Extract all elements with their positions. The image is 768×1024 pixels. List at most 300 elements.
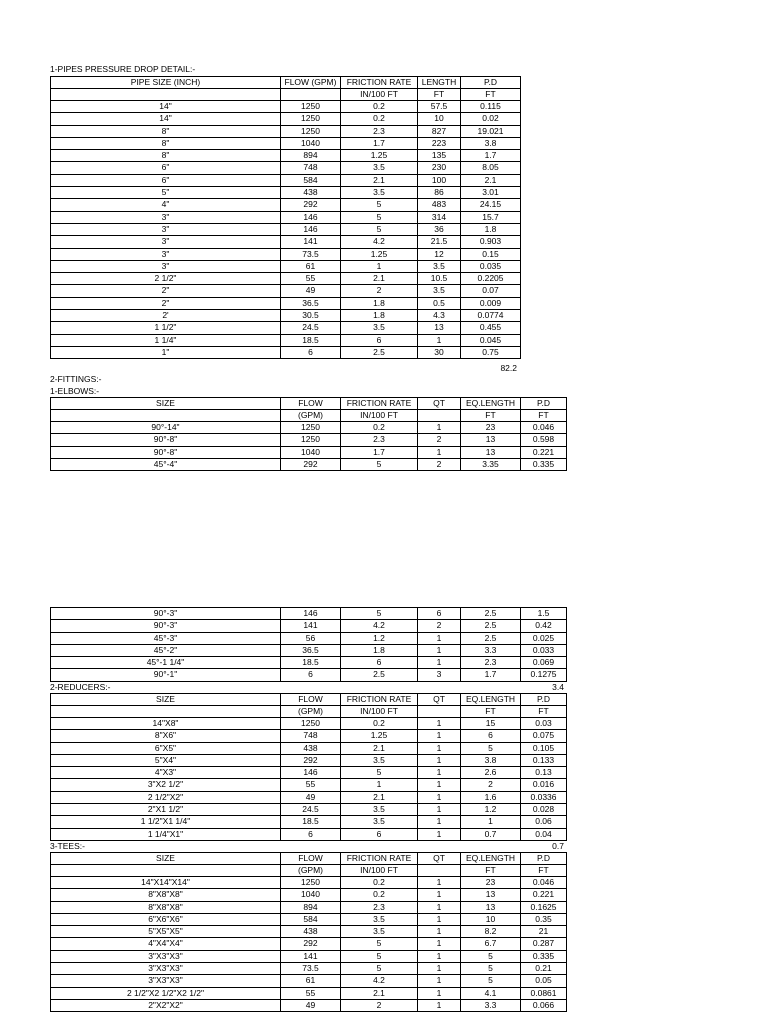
table-cell: 1250 (281, 422, 341, 434)
table-cell: 3.5 (341, 816, 418, 828)
table-cell: 0.5 (418, 297, 461, 309)
table-cell: 292 (281, 458, 341, 470)
table-row (51, 458, 567, 470)
table-cell: 0.028 (521, 804, 567, 816)
tees-table (50, 852, 567, 1012)
table-cell: 1 (418, 901, 461, 913)
table-cell: 0.335 (521, 458, 567, 470)
table-cell: 748 (281, 162, 341, 174)
table-row (51, 938, 567, 950)
table-cell: 483 (418, 199, 461, 211)
table-cell: 0.2205 (461, 273, 521, 285)
table-row (51, 346, 521, 358)
table-cell: 5" (51, 187, 281, 199)
table-cell: 141 (281, 950, 341, 962)
table-row (51, 999, 567, 1011)
table-cell: 6.7 (461, 938, 521, 950)
table-row (51, 754, 567, 766)
table-cell: 90°-14" (51, 422, 281, 434)
table-cell: 2 (418, 620, 461, 632)
table-cell: 5 (341, 963, 418, 975)
table-cell: 2.5 (341, 669, 418, 681)
table-cell: 12 (418, 248, 461, 260)
table-row (51, 632, 567, 644)
reducers-header-row (51, 706, 567, 718)
header-cell: (GPM) (281, 706, 341, 718)
table-cell: 0.0336 (521, 791, 567, 803)
table-cell: 1 1/2"X1 1/4" (51, 816, 281, 828)
table-row (51, 657, 567, 669)
header-cell: EQ.LENGTH (461, 398, 521, 410)
table-cell: 3.3 (461, 999, 521, 1011)
table-cell: 0.1275 (521, 669, 567, 681)
table-cell: 0.0774 (461, 310, 521, 322)
header-cell: QT (418, 398, 461, 410)
elbows-section-title: 1-ELBOWS:- (50, 386, 100, 396)
table-cell: 23 (461, 422, 521, 434)
table-cell: 2 (341, 999, 418, 1011)
table-cell: 3" (51, 211, 281, 223)
table-cell: 0.133 (521, 754, 567, 766)
table-cell: 1.7 (341, 446, 418, 458)
table-cell: 1 1/4" (51, 334, 281, 346)
table-cell: 4.2 (341, 236, 418, 248)
table-cell: 1 (418, 938, 461, 950)
table-cell: 18.5 (281, 816, 341, 828)
table-cell: 0.35 (521, 913, 567, 925)
table-cell: 0.016 (521, 779, 567, 791)
table-cell: 230 (418, 162, 461, 174)
table-row (51, 669, 567, 681)
header-cell: FT (521, 865, 567, 877)
table-cell: 45°-1 1/4" (51, 657, 281, 669)
table-cell: 2.1 (341, 742, 418, 754)
table-cell: 0.42 (521, 620, 567, 632)
header-cell: FLOW (281, 694, 341, 706)
table-cell: 3.5 (341, 804, 418, 816)
table-cell: 0.2 (341, 718, 418, 730)
table-cell: 6" (51, 162, 281, 174)
table-cell: 5"X4" (51, 754, 281, 766)
table-cell: 1 (418, 926, 461, 938)
elbows-header-row (51, 410, 567, 422)
table-row (51, 804, 567, 816)
table-cell: 2.3 (461, 657, 521, 669)
table-cell: 8"X8"X8" (51, 901, 281, 913)
table-cell: 0.2 (341, 877, 418, 889)
table-cell: 14" (51, 113, 281, 125)
table-cell: 73.5 (281, 248, 341, 260)
table-row (51, 779, 567, 791)
table-cell: 1250 (281, 101, 341, 113)
table-cell: 292 (281, 754, 341, 766)
tees-header-row (51, 853, 567, 865)
table-row (51, 150, 521, 162)
table-cell: 0.033 (521, 644, 567, 656)
table-cell: 3" (51, 223, 281, 235)
table-cell: 3.35 (461, 458, 521, 470)
tees-section-title: 3-TEES:- (50, 841, 85, 851)
header-cell: P.D (521, 398, 567, 410)
table-cell: 0.221 (521, 446, 567, 458)
table-cell: 15 (461, 718, 521, 730)
table-cell: 0.105 (521, 742, 567, 754)
header-cell (51, 865, 281, 877)
tees-header-row (51, 865, 567, 877)
table-cell: 3" (51, 236, 281, 248)
table-cell: 2"X2"X2" (51, 999, 281, 1011)
table-cell: 3" (51, 248, 281, 260)
table-cell: 0.009 (461, 297, 521, 309)
header-cell: (GPM) (281, 865, 341, 877)
table-cell: 1 (418, 950, 461, 962)
table-cell: 1.8 (341, 310, 418, 322)
header-cell (51, 89, 281, 101)
table-cell: 2.1 (341, 174, 418, 186)
reducers-section-title: 2-REDUCERS:- (50, 682, 111, 692)
table-cell: 438 (281, 187, 341, 199)
table-cell: 5 (341, 767, 418, 779)
table-cell: 1.7 (461, 669, 521, 681)
table-row (51, 644, 567, 656)
table-cell: 1 (341, 779, 418, 791)
table-row (51, 334, 521, 346)
table-cell: 0.046 (521, 422, 567, 434)
table-cell: 8"X8"X8" (51, 889, 281, 901)
table-cell: 2 (341, 285, 418, 297)
table-cell: 1 (418, 446, 461, 458)
table-cell: 3.01 (461, 187, 521, 199)
table-cell: 1040 (281, 446, 341, 458)
table-cell: 1 (418, 767, 461, 779)
table-cell: 21.5 (418, 236, 461, 248)
table-cell: 0.046 (521, 877, 567, 889)
reducers-table (50, 693, 567, 841)
table-cell: 0.2 (341, 889, 418, 901)
table-cell: 4.1 (461, 987, 521, 999)
table-cell: 1.25 (341, 150, 418, 162)
table-cell: 90°-3" (51, 620, 281, 632)
table-cell: 2.5 (461, 620, 521, 632)
table-row (51, 913, 567, 925)
reducers-total: 0.7 (552, 841, 564, 851)
table-cell: 2"X1 1/2" (51, 804, 281, 816)
table-cell: 1250 (281, 434, 341, 446)
header-cell: FRICTION RATE (341, 398, 418, 410)
table-cell: 141 (281, 236, 341, 248)
table-cell: 2.1 (341, 791, 418, 803)
table-cell: 0.335 (521, 950, 567, 962)
table-cell: 1.7 (461, 150, 521, 162)
table-cell: 57.5 (418, 101, 461, 113)
table-row (51, 125, 521, 137)
table-cell: 6 (341, 828, 418, 840)
header-cell: FRICTION RATE (341, 853, 418, 865)
header-cell: FT (461, 706, 521, 718)
table-cell: 55 (281, 987, 341, 999)
table-cell: 8"X6" (51, 730, 281, 742)
table-cell: 73.5 (281, 963, 341, 975)
table-cell: 6 (281, 669, 341, 681)
table-cell: 30 (418, 346, 461, 358)
table-cell: 8.05 (461, 162, 521, 174)
table-cell: 1 (418, 742, 461, 754)
table-row (51, 791, 567, 803)
header-cell: SIZE (51, 853, 281, 865)
table-cell: 8.2 (461, 926, 521, 938)
table-row (51, 422, 567, 434)
table-cell: 0.05 (521, 975, 567, 987)
table-row (51, 446, 567, 458)
table-cell: 6 (341, 657, 418, 669)
table-cell: 0.7 (461, 828, 521, 840)
table-cell: 1 (461, 816, 521, 828)
table-cell: 0.21 (521, 963, 567, 975)
table-row (51, 199, 521, 211)
table-row (51, 211, 521, 223)
table-cell: 1 1/4"X1" (51, 828, 281, 840)
table-cell: 0.045 (461, 334, 521, 346)
table-cell: 1 (341, 260, 418, 272)
table-cell: 292 (281, 938, 341, 950)
table-cell: 0.02 (461, 113, 521, 125)
table-row (51, 926, 567, 938)
header-cell: LENGTH (418, 77, 461, 89)
header-cell: FT (521, 706, 567, 718)
header-cell: IN/100 FT (341, 410, 418, 422)
table-cell: 2.1 (341, 987, 418, 999)
table-cell: 45°-3" (51, 632, 281, 644)
table-cell: 1 (418, 730, 461, 742)
table-cell: 13 (418, 322, 461, 334)
table-cell: 5 (461, 975, 521, 987)
table-cell: 15.7 (461, 211, 521, 223)
table-cell: 1 (418, 816, 461, 828)
table-cell: 3.8 (461, 754, 521, 766)
table-cell: 23 (461, 877, 521, 889)
header-cell: FRICTION RATE (341, 694, 418, 706)
table-cell: 0.035 (461, 260, 521, 272)
table-cell: 5 (461, 963, 521, 975)
table-cell: 1 (418, 975, 461, 987)
header-cell: IN/100 FT (341, 706, 418, 718)
table-cell: 1.2 (341, 632, 418, 644)
table-cell: 2 (418, 458, 461, 470)
table-cell: 894 (281, 901, 341, 913)
table-row (51, 877, 567, 889)
table-cell: 1.7 (341, 137, 418, 149)
table-cell: 3.5 (341, 162, 418, 174)
table-cell: 13 (461, 901, 521, 913)
table-cell: 2.3 (341, 901, 418, 913)
table-cell: 2" (51, 297, 281, 309)
header-cell: FT (521, 410, 567, 422)
table-cell: 90°-1" (51, 669, 281, 681)
table-cell: 49 (281, 791, 341, 803)
table-row (51, 718, 567, 730)
table-cell: 10 (461, 913, 521, 925)
table-cell: 21 (521, 926, 567, 938)
table-row (51, 187, 521, 199)
table-row (51, 113, 521, 125)
table-cell: 1 (418, 963, 461, 975)
pipes-header-row (51, 77, 521, 89)
table-row (51, 742, 567, 754)
table-cell: 1 (418, 779, 461, 791)
table-cell: 2 1/2"X2 1/2"X2 1/2" (51, 987, 281, 999)
table-cell: 3"X3"X3" (51, 975, 281, 987)
table-cell: 10.5 (418, 273, 461, 285)
table-cell: 45°-2" (51, 644, 281, 656)
table-cell: 61 (281, 260, 341, 272)
table-cell: 1.8 (341, 644, 418, 656)
pipes-table (50, 76, 521, 359)
table-cell: 24.15 (461, 199, 521, 211)
table-cell: 141 (281, 620, 341, 632)
header-cell: FLOW (281, 398, 341, 410)
table-cell: 0.287 (521, 938, 567, 950)
table-row (51, 901, 567, 913)
table-cell: 0.455 (461, 322, 521, 334)
table-cell: 584 (281, 174, 341, 186)
header-cell: P.D (521, 694, 567, 706)
header-cell: SIZE (51, 694, 281, 706)
table-cell: 2.3 (341, 125, 418, 137)
table-cell: 90°-8" (51, 446, 281, 458)
table-cell: 14"X8" (51, 718, 281, 730)
table-row (51, 322, 521, 334)
header-cell: FRICTION RATE (341, 77, 418, 89)
table-cell: 10 (418, 113, 461, 125)
table-row (51, 101, 521, 113)
table-row (51, 260, 521, 272)
table-cell: 2.1 (461, 174, 521, 186)
table-cell: 3.5 (418, 260, 461, 272)
table-cell: 2.3 (341, 434, 418, 446)
table-cell: 3"X3"X3" (51, 963, 281, 975)
table-cell: 8" (51, 137, 281, 149)
table-cell: 1250 (281, 113, 341, 125)
table-cell: 36 (418, 223, 461, 235)
header-cell: FT (461, 865, 521, 877)
table-cell: 24.5 (281, 804, 341, 816)
table-cell: 748 (281, 730, 341, 742)
table-row (51, 297, 521, 309)
header-cell: IN/100 FT (341, 89, 418, 101)
table-cell: 5 (341, 950, 418, 962)
table-cell: 36.5 (281, 644, 341, 656)
header-cell: SIZE (51, 398, 281, 410)
table-cell: 1250 (281, 718, 341, 730)
table-cell: 146 (281, 223, 341, 235)
header-cell (418, 865, 461, 877)
table-cell: 8" (51, 150, 281, 162)
table-row (51, 963, 567, 975)
table-cell: 55 (281, 273, 341, 285)
table-cell: 2.6 (461, 767, 521, 779)
table-cell: 1.5 (521, 608, 567, 620)
table-cell: 5 (341, 211, 418, 223)
table-cell: 30.5 (281, 310, 341, 322)
header-cell: EQ.LENGTH (461, 694, 521, 706)
table-cell: 13 (461, 889, 521, 901)
table-cell: 0.0861 (521, 987, 567, 999)
table-cell: 1 (418, 718, 461, 730)
pipes-section-title: 1-PIPES PRESSURE DROP DETAIL:- (50, 64, 196, 74)
table-cell: 0.04 (521, 828, 567, 840)
table-cell: 2" (51, 285, 281, 297)
table-row (51, 174, 521, 186)
table-cell: 2.5 (341, 346, 418, 358)
table-cell: 292 (281, 199, 341, 211)
table-cell: 1 (418, 987, 461, 999)
table-cell: 146 (281, 211, 341, 223)
table-row (51, 223, 521, 235)
table-row (51, 975, 567, 987)
table-cell: 1 (418, 644, 461, 656)
table-cell: 4.3 (418, 310, 461, 322)
table-row (51, 828, 567, 840)
table-row (51, 767, 567, 779)
table-cell: 3.8 (461, 137, 521, 149)
elbows-table (50, 397, 567, 471)
header-cell: P.D (521, 853, 567, 865)
table-cell: 19.021 (461, 125, 521, 137)
table-cell: 100 (418, 174, 461, 186)
table-cell: 135 (418, 150, 461, 162)
header-cell: QT (418, 853, 461, 865)
table-cell: 49 (281, 999, 341, 1011)
table-row (51, 310, 521, 322)
table-cell: 0.03 (521, 718, 567, 730)
table-cell: 4"X3" (51, 767, 281, 779)
table-row (51, 248, 521, 260)
table-cell: 18.5 (281, 334, 341, 346)
table-cell: 5 (341, 223, 418, 235)
table-cell: 1250 (281, 125, 341, 137)
table-cell: 86 (418, 187, 461, 199)
table-cell: 5 (461, 742, 521, 754)
header-cell (418, 706, 461, 718)
pipes-total: 82.2 (500, 363, 517, 373)
table-cell: 1 (418, 334, 461, 346)
table-cell: 894 (281, 150, 341, 162)
table-cell: 1250 (281, 877, 341, 889)
table-cell: 0.2 (341, 422, 418, 434)
table-cell: 6 (341, 334, 418, 346)
table-cell: 1040 (281, 137, 341, 149)
table-cell: 5"X5"X5" (51, 926, 281, 938)
pipes-header-row (51, 89, 521, 101)
header-cell (51, 706, 281, 718)
table-cell: 0.903 (461, 236, 521, 248)
table-cell: 146 (281, 767, 341, 779)
table-cell: 6 (418, 608, 461, 620)
table-cell: 0.069 (521, 657, 567, 669)
table-cell: 14"X14"X14" (51, 877, 281, 889)
table-cell: 1 (418, 632, 461, 644)
table-cell: 1.8 (461, 223, 521, 235)
table-row (51, 950, 567, 962)
table-cell: 5 (341, 938, 418, 950)
header-cell: IN/100 FT (341, 865, 418, 877)
table-cell: 1.8 (341, 297, 418, 309)
table-cell: 55 (281, 779, 341, 791)
table-cell: 36.5 (281, 297, 341, 309)
table-cell: 1.25 (341, 248, 418, 260)
table-cell: 3.5 (341, 322, 418, 334)
table-cell: 438 (281, 926, 341, 938)
